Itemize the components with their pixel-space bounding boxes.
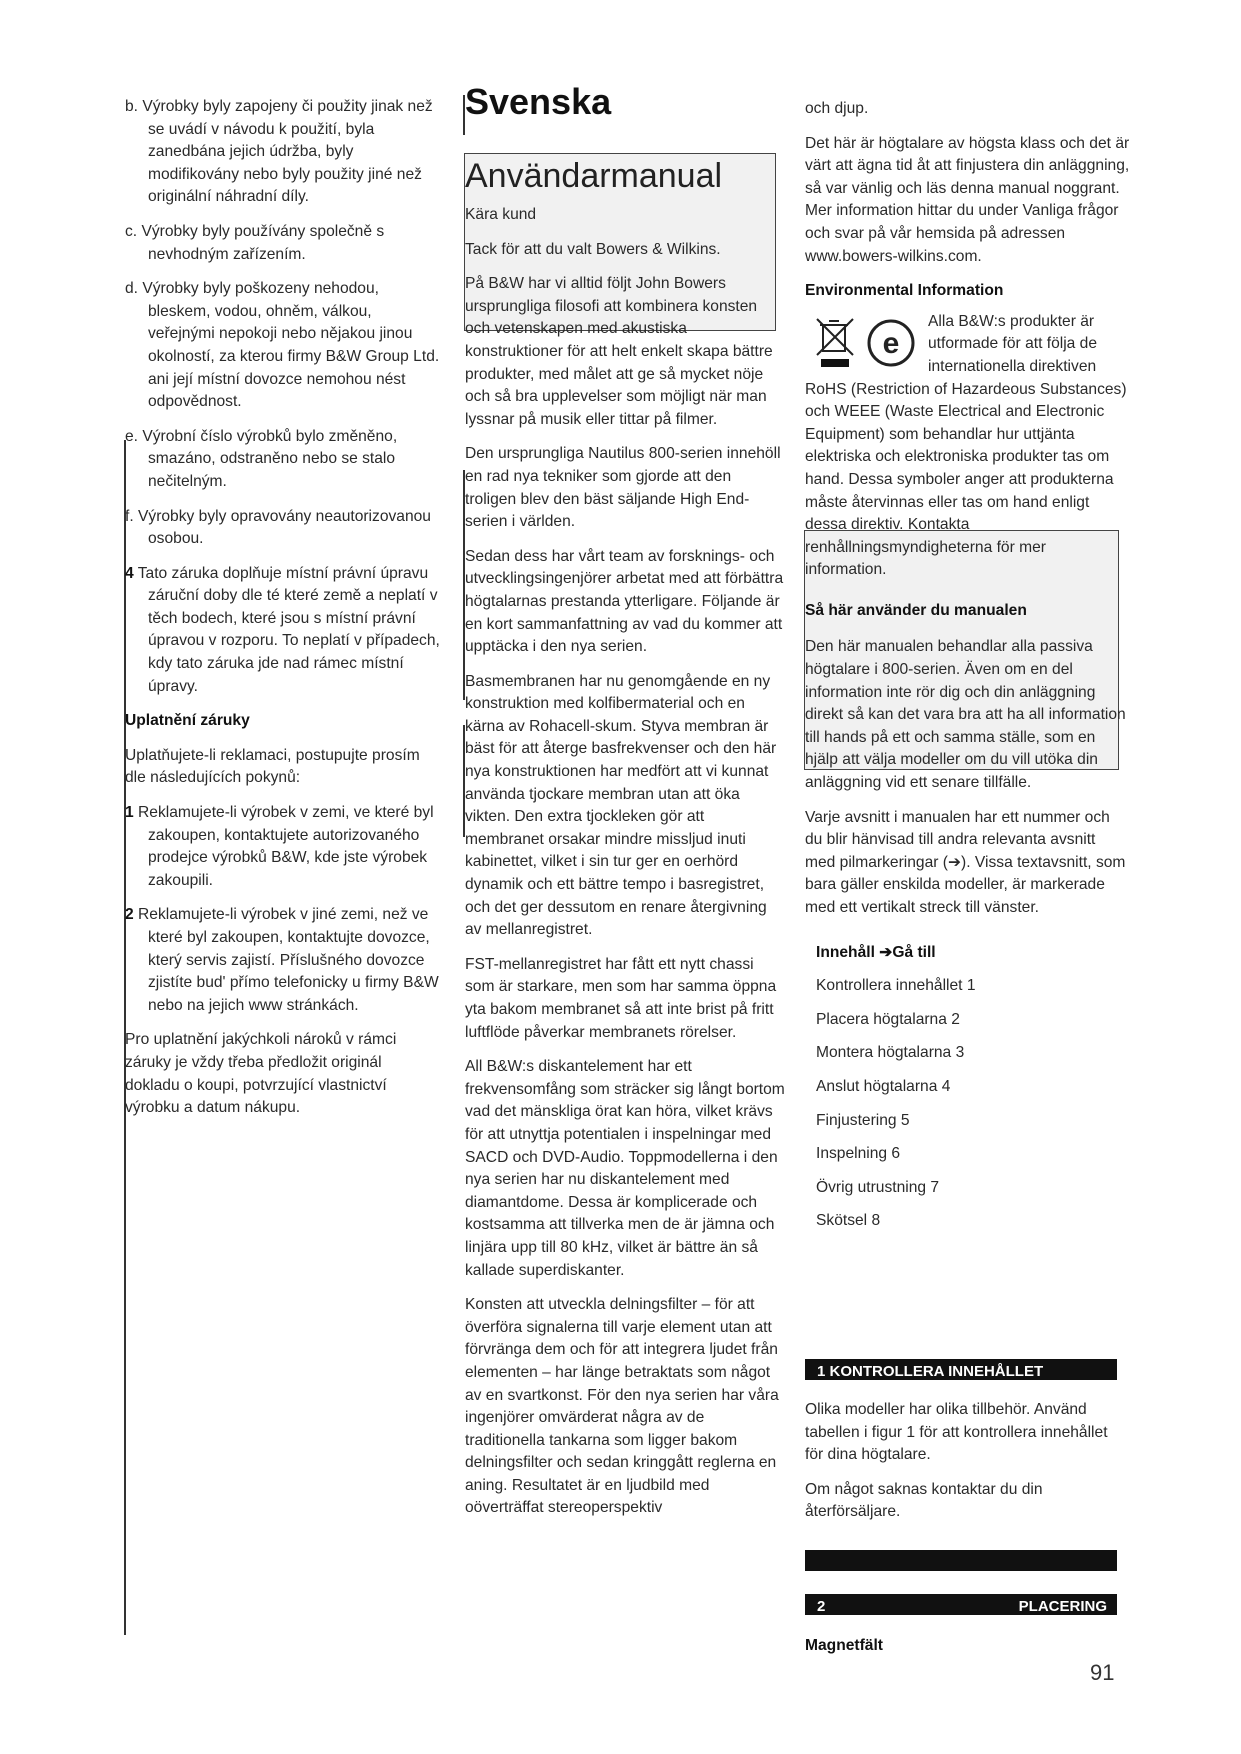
toc-item[interactable]: Övrig utrustning 7: [816, 1178, 940, 1196]
empty-black-bar: [805, 1550, 1117, 1571]
step-text: Reklamujete-li výrobek v jiné zemi, než ve které byl zakoupen, kontaktujte dovozce, který servis zajistí. Příslušného dovozce zjistíte bud' přímo telefonicky u firmy B&W nebo na jejich www stránkách.: [138, 906, 439, 1014]
howto-paragraph-1: Den här manualen behandlar alla passiva högtalare i 800-serien. Även om en del information inte rör dig och din anläggning direkt så kan det vara bra att ha all information till hands på ett och samma ställe, som en hjälp att välja modeller om du vill utöka din anläggning vid ett senare tillfälle.: [805, 638, 1126, 792]
thanks: Tack för att du valt Bowers & Wilkins.: [465, 240, 721, 258]
intro-paragraph-1: På B&W har vi alltid följt John Bowers ursprungliga filosofi att kombinera konsten och vetenskapen med akustiska konstruktioner för att helt enkelt skapa bättre produkter, med målet att ge så mycket nöje och så bra upplevelser som möjligt när man lyssnar på musik eller tittar på filmer.: [465, 275, 773, 428]
step-2: [125, 904, 440, 1017]
intro-paragraph-3: Sedan dess har vårt team av forsknings- och utvecklingsingenjörer arbetat med att förbättra högtalarnas prestanda ytterligare. Följande är en kort sammanfattning av vad du kommer att upptäcka i den nya serien.: [465, 547, 784, 656]
warranty-item-d: d. Výrobky byly poškozeny nehodou, bleskem, vodou, ohněm, válkou, veřejnými nepokoji nebo nějakou jinou okolností, za kterou firmy B&W Group Ltd. ani její místní dovozce nemohou nést odpovědnost.: [125, 280, 440, 411]
section-2-bar: [805, 1594, 1117, 1615]
env-icons: [813, 315, 921, 371]
item-text: Tato záruka doplňuje místní právní úpravu záruční doby dle té které země a neplatí v těch bodech, které jsou s místní právní úpravou v rozporu. To neplatí v případech, kdy tato záruka jde nad rámec místní úpravy.: [137, 564, 440, 695]
toc-item[interactable]: Finjustering 5: [816, 1111, 910, 1129]
step-number: 2: [125, 906, 134, 924]
magnet-heading: Magnetfält: [805, 1637, 883, 1654]
page-number: 91: [1090, 1660, 1115, 1685]
section-1-bar: [805, 1359, 1117, 1380]
env-heading: Environmental Information: [805, 282, 1004, 300]
svg-text:e: e: [882, 326, 900, 360]
section-2-title: PLACERING: [1018, 1598, 1107, 1615]
howto-paragraph-2: Varje avsnitt i manualen har ett nummer och du blir hänvisad till andra relevanta avsnitt med pilmarkeringar (➔). Vissa textavsnitt, som bara gäller enskilda modeller, är markerade med ett vertikalt streck till vänster.: [805, 808, 1126, 916]
column-svenska: [465, 82, 785, 1532]
toc-item[interactable]: Placera högtalarna 2: [816, 1010, 960, 1028]
intro-paragraph-6: All B&W:s diskantelement har ett frekvensomfång som sträcker sig långt bortom vad det mänskliga örat kan höra, vilket krävs för att utnyttja potentialen i inspelningar med SACD och DVD-Audio. Toppmodellerna i den nya serien har nu diskantelement med diamantdome. Dessa är komplicerade och kostsamma att tillverka men de är jämna och linjära upp till 80 kHz, vilket är bättre än så kallade superdiskanter.: [465, 1058, 785, 1279]
language-title: Svenska: [465, 81, 612, 122]
env-block: [805, 311, 1130, 582]
toc-item[interactable]: Anslut högtalarna 4: [816, 1077, 951, 1095]
step-text: Reklamujete-li výrobek v zemi, ve které byl zakoupen, kontaktujete autorizovaného prodejce výrobků B&W, kde jste výrobek zakoupili.: [138, 804, 434, 889]
toc-item[interactable]: Skötsel 8: [816, 1212, 881, 1230]
toc: [805, 942, 1130, 1233]
toc-item[interactable]: Inspelning 6: [816, 1145, 901, 1163]
continuation: och djup.: [805, 100, 869, 117]
warranty-item-b: b. Výrobky byly zapojeny či použity jinak než se uvádí v návodu k použití, byla zanedbána jejich údržba, byly modifikovány nebo byly použity jiné než originální náhradní díly.: [125, 98, 433, 206]
howto-heading: Så här använder du manualen: [805, 601, 1027, 619]
step-1: [125, 802, 440, 892]
section-1-title: 1 KONTROLLERA INNEHÅLLET: [817, 1363, 1044, 1380]
closing-text: Pro uplatnění jakýchkoli nároků v rámci záruky je vždy třeba předložit originál dokladu o koupi, potvrzující vlastnictví výrobku a datum nákupu.: [125, 1031, 397, 1117]
intro-paragraph-7: Konsten att utveckla delningsfilter – för att överföra signalerna till varje element utan att förvränga dem och för att integrera ljudet från elementen – har länge betraktats som något av en svartkonst. För den nya serien har våra ingenjörer omvärderat några av de traditionella tankarna som ligger bakom delningsfilter och sedan kringgått reglerna en aning. Resultatet är en ljudbild med oöverträffat stereoperspektiv: [465, 1296, 779, 1517]
toc-heading: Innehåll ➔Gå till: [816, 943, 936, 961]
warranty-item-4: [125, 563, 440, 699]
warranty-item-e: e. Výrobní číslo výrobků bylo změněno, smazáno, odstraněno nebo se stalo nečitelným.: [125, 427, 398, 490]
weee-bin-icon: [813, 315, 921, 371]
section-1-paragraph-2: Om något saknas kontaktar du din återförsäljare.: [805, 1480, 1043, 1521]
manual-title: Användarmanual: [465, 157, 723, 195]
intro-paragraph-2: Den ursprungliga Nautilus 800-serien innehöll en rad nya tekniker som gjorde att den troligen blev den bäst säljande High End-serien i världen.: [465, 445, 781, 531]
toc-item[interactable]: Kontrollera innehållet 1: [816, 977, 976, 995]
section-1-paragraph-1: Olika modeller har olika tillbehör. Använd tabellen i figur 1 för att kontrollera innehållet för dina högtalare.: [805, 1401, 1108, 1464]
best-class-paragraph: Det här är högtalare av högsta klass och det är värt att ägna tid åt att finjustera din anläggning, så var vänlig och läs denna manual noggrant. Mer information hittar du under Vanliga frågor och svar på vår hemsida på adressen www.bowers-wilkins.com.: [805, 134, 1130, 265]
env-body-text: RoHS (Restriction of Hazardeous Substances) och WEEE (Waste Electrical and Electronic Equipment) som behandlar hur uttjänta elektriska och elektroniska produkter tas om hand. Dessa symboler anger att produkterna måste återvinnas eller tas om hand enligt dessa direktiv. Kontakta renhållningsmyndigheterna för mer information.: [805, 380, 1127, 579]
column-czech: [125, 96, 440, 1132]
warranty-item-c: c. Výrobky byly používány společně s nevhodným zařízením.: [125, 222, 385, 263]
section-heading: Uplatnění záruky: [125, 712, 250, 730]
env-side-text: Alla B&W:s produkter är utformade för att följa de internationella direktiven: [928, 312, 1098, 375]
item-number: 4: [125, 564, 134, 582]
section-1-body: [805, 1399, 1130, 1536]
column-svenska-right: [805, 98, 1130, 1244]
section-2-number: 2: [817, 1598, 826, 1615]
intro-text: Uplatňujete-li reklamaci, postupujte prosím dle následujících pokynů:: [125, 746, 420, 787]
intro-paragraph-5: FST-mellanregistret har fått ett nytt chassi som är starkare, men som har samma öppna yta bakom membranet så att inte brist på fritt luftflöde påverkar membranets rörelser.: [465, 955, 777, 1041]
toc-item[interactable]: Montera högtalarna 3: [816, 1044, 965, 1062]
greeting: Kära kund: [465, 206, 537, 223]
step-number: 1: [125, 804, 134, 822]
intro-paragraph-4: Basmembranen har nu genomgående en ny konstruktion med kolfibermaterial och en kärna av Rohacell-skum. Styva membran är bäst för att återge basfrekvenser och den här nya konstruktionen har medfört att vi kunnat använda tjockare membran utan att öka vikten. Den extra tjockleken gör att membranet orsakar mindre missljud inuti kabinettet, vilket i sin tur ger en oerhörd dynamik och ett bättre tempo i basregistret, och det ger dessutom en renare återgivning av mellanregistret.: [465, 672, 777, 939]
warranty-item-f: f. Výrobky byly opravovány neautorizovanou osobou.: [125, 507, 431, 548]
